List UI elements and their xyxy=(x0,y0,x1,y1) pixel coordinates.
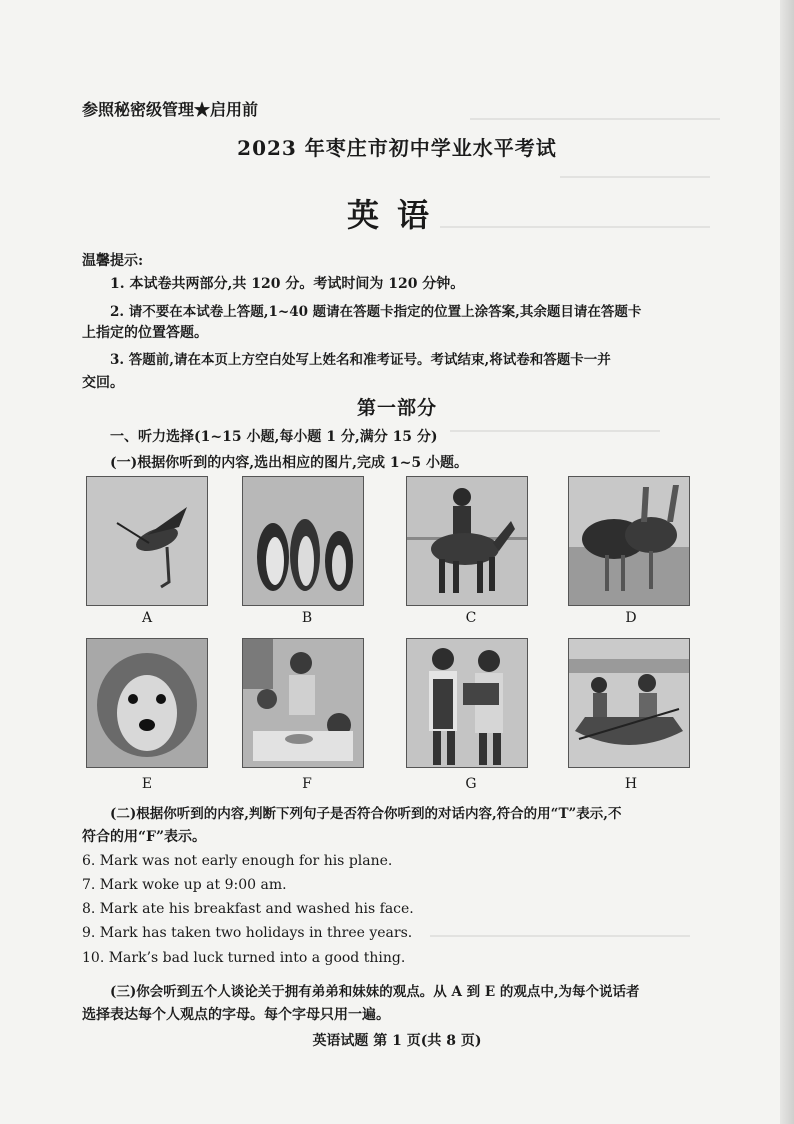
horse-rider-icon xyxy=(407,477,527,605)
picture-d xyxy=(568,476,690,606)
rowing-boat-icon xyxy=(569,639,689,767)
subsection-1-instruction: (一)根据你听到的内容,选出相应的图片,完成 1~5 小题。 xyxy=(110,455,468,471)
statement-10: 10. Mark’s bad luck turned into a good thing. xyxy=(82,950,406,966)
picture-h xyxy=(568,638,690,768)
picture-b xyxy=(242,476,364,606)
part-one-title: 第一部分 xyxy=(356,397,437,419)
subsection-3-instruction: (三)你会听到五个人谈论关于拥有弟弟和妹妹的观点。从 A 到 E 的观点中,为每个说话者 xyxy=(110,984,640,1000)
picture-letter: C xyxy=(465,610,477,626)
statement-8: 8. Mark ate his breakfast and washed his face. xyxy=(82,901,414,917)
picture-g xyxy=(406,638,528,768)
confidential-label: 参照秘密级管理★启用前 xyxy=(82,100,259,119)
subsection-2-instruction: (二)根据你听到的内容,判断下列句子是否符合你听到的对话内容,符合的用“T”表示,不 xyxy=(110,806,622,822)
picture-letter: B xyxy=(301,610,313,626)
tips-heading: 温馨提示: xyxy=(82,253,144,269)
dog-icon xyxy=(87,639,207,767)
family-dinner-icon xyxy=(243,639,363,767)
picture-e xyxy=(86,638,208,768)
picture-letter: F xyxy=(302,776,312,792)
section-listening-heading: 一、听力选择(1~15 小题,每小题 1 分,满分 15 分) xyxy=(110,429,438,445)
page-edge-shadow xyxy=(780,0,794,1124)
ostriches-icon xyxy=(569,477,689,605)
tip-item-2-cont: 上指定的位置答题。 xyxy=(82,325,208,341)
picture-letter: D xyxy=(625,610,637,626)
penguins-icon xyxy=(243,477,363,605)
picture-letter: G xyxy=(465,776,477,792)
two-men-reading-icon xyxy=(407,639,527,767)
tip-item-3: 3. 答题前,请在本页上方空白处写上姓名和准考证号。考试结束,将试卷和答题卡一并 xyxy=(110,352,611,368)
statement-6: 6. Mark was not early enough for his plane. xyxy=(82,853,393,869)
picture-c xyxy=(406,476,528,606)
bleed-through-mark xyxy=(450,430,660,432)
picture-f xyxy=(242,638,364,768)
bleed-through-mark xyxy=(560,176,710,178)
tip-item-3-cont: 交回。 xyxy=(82,375,124,391)
subject-title: 英语 xyxy=(346,196,447,234)
statement-7: 7. Mark woke up at 9:00 am. xyxy=(82,877,287,893)
tip-item-1: 1. 本试卷共两部分,共 120 分。考试时间为 120 分钟。 xyxy=(110,276,465,292)
picture-a xyxy=(86,476,208,606)
bleed-through-mark xyxy=(430,935,690,937)
tip-item-2: 2. 请不要在本试卷上答题,1~40 题请在答题卡指定的位置上涂答案,其余题目请在答题卡 xyxy=(110,304,642,320)
subsection-2-instruction-cont: 符合的用“F”表示。 xyxy=(82,829,207,845)
picture-letter: E xyxy=(141,776,153,792)
hummingbird-icon xyxy=(87,477,207,605)
picture-letter: A xyxy=(141,610,153,626)
exam-title: 2023 年枣庄市初中学业水平考试 xyxy=(237,136,557,160)
bleed-through-mark xyxy=(470,118,720,120)
picture-letter: H xyxy=(624,776,638,792)
subsection-3-instruction-cont: 选择表达每个人观点的字母。每个字母只用一遍。 xyxy=(82,1007,390,1023)
page-footer: 英语试题 第 1 页(共 8 页) xyxy=(312,1033,482,1049)
statement-9: 9. Mark has taken two holidays in three years. xyxy=(82,925,413,941)
